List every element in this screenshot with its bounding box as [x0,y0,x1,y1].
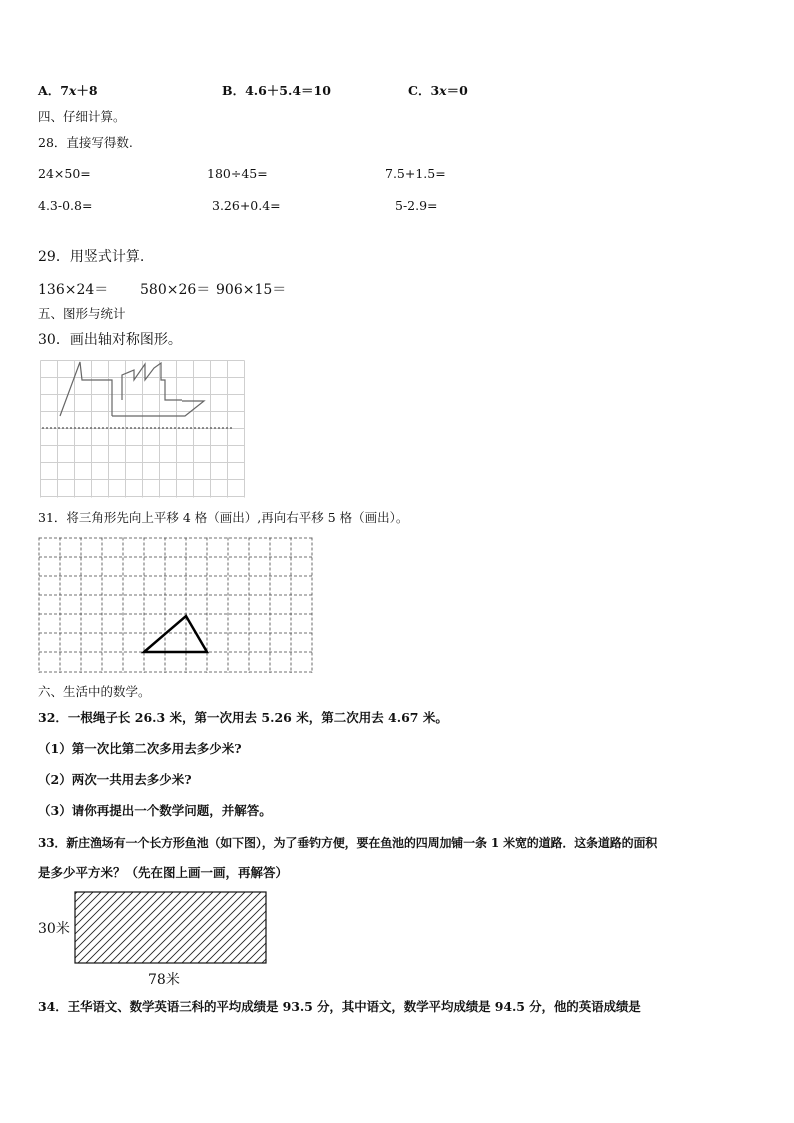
triangle-shape [144,616,207,652]
section5-heading: 五、图形与统计 [38,306,126,321]
q28-item: 3.26+0.4= [212,198,281,213]
section4-heading: 四、仔细计算。 [38,109,126,124]
q29-item: 906×15＝ [216,282,287,298]
option-a-var: x [68,83,77,98]
option-c-rest: ＝0 [446,83,468,98]
q28-item: 180÷45= [207,166,268,181]
pond-width-label: 30米 [38,921,70,937]
pond-hatching [74,891,268,965]
q31-grid-figure [38,537,314,675]
q30-grid-lines [41,361,245,498]
q30-title: 30．画出轴对称图形。 [38,332,182,348]
q32-title: 32．一根绳子长 26.3 米，第一次用去 5.26 米，第二次用去 4.67 米。 [38,710,448,725]
pond-length-label: 78米 [148,972,180,988]
q28-item: 5-2.9= [395,198,438,213]
option-c [408,85,468,98]
q32-sub2: （2）两次一共用去多少米? [38,772,192,787]
q32-sub1: （1）第一次比第二次多用去多少米? [38,741,242,756]
option-a-label: A． [38,83,61,98]
q28-item: 4.3-0.8= [38,198,93,213]
q29-item: 136×24＝ [38,282,109,298]
q31-title: 31．将三角形先向上平移 4 格（画出）,再向右平移 5 格（画出）。 [38,510,409,525]
q33-line2: 是多少平方米？（先在图上画一画，再解答） [38,865,289,880]
q34-line1: 34．王华语文、数学英语三科的平均成绩是 93.5 分，其中语文，数学平均成绩是 94.5 分，他的英语成绩是 [38,999,641,1014]
q29-item: 580×26＝ [140,282,211,298]
q28-title: 28．直接写得数. [38,135,133,150]
q28-item: 7.5+1.5= [385,166,446,181]
q29-title: 29．用竖式计算. [38,249,145,265]
q33-line1: 33．新庄渔场有一个长方形鱼池（如下图），为了垂钓方便，要在鱼池的四周加铺一条 1 米宽的道路．这条道路的面积 [38,836,658,850]
option-a-rest: ＋8 [76,83,98,98]
option-c-var: x [439,83,447,98]
option-b: B．4.6＋5.4＝10 [222,83,331,98]
q28-item: 24×50= [38,166,91,181]
option-c-coef: 3 [430,83,440,98]
q30-shape-left [60,362,112,416]
option-a [38,85,98,98]
q32-sub3: （3）请你再提出一个数学问题，并解答。 [38,803,272,818]
option-a-coef: 7 [60,83,69,98]
option-c-label: C． [408,83,431,98]
q30-grid-figure [40,360,246,498]
section6-heading: 六、生活中的数学。 [38,684,151,699]
fish-pond-rectangle [74,891,268,965]
